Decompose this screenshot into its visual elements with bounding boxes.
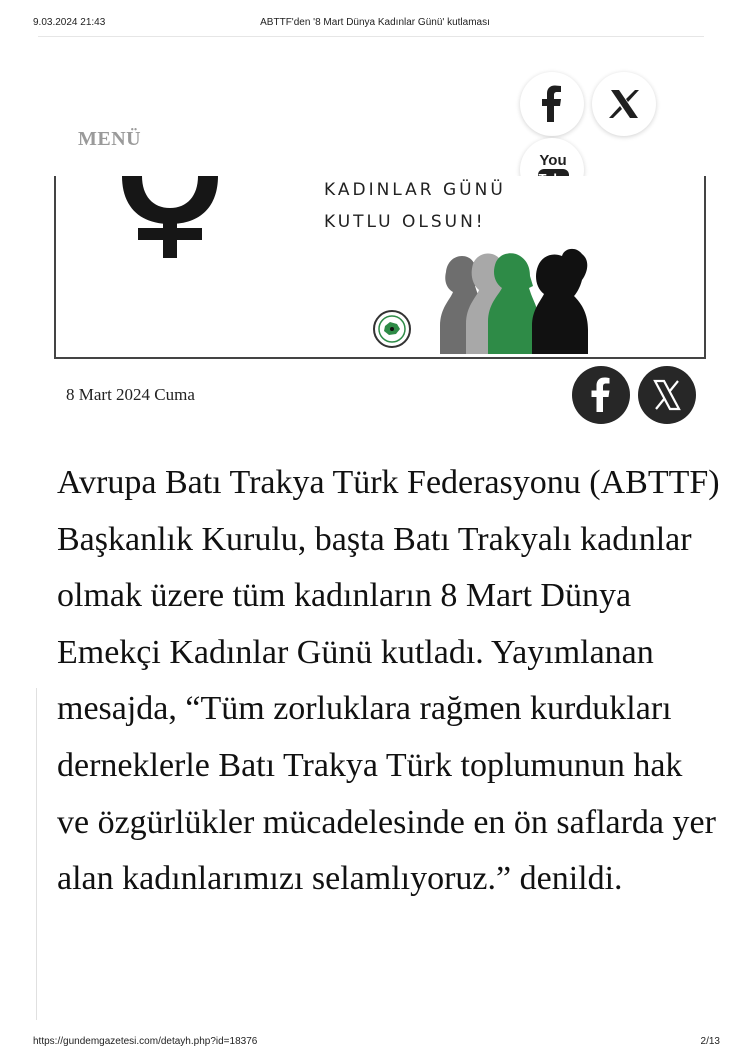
- share-x-button[interactable]: [638, 366, 696, 424]
- silhouette-black: [532, 249, 588, 354]
- x-icon: [592, 72, 656, 136]
- x-icon: [638, 366, 696, 424]
- menu-button[interactable]: MENÜ: [78, 128, 142, 150]
- print-page-title: ABTTF'den '8 Mart Dünya Kadınlar Günü' kutlaması: [260, 17, 490, 28]
- facebook-link[interactable]: [520, 72, 584, 136]
- print-url: https://gundemgazetesi.com/detayh.php?id=18376: [33, 1036, 258, 1047]
- x-link[interactable]: [592, 72, 656, 136]
- facebook-icon: [520, 72, 584, 136]
- print-footer: [0, 1032, 750, 1052]
- share-facebook-button[interactable]: [572, 366, 630, 424]
- header-divider: [38, 36, 704, 37]
- article-body: Avrupa Batı Trakya Türk Federasyonu (ABTTF) Başkanlık Kurulu, başta Batı Trakyalı kadınlar olmak üzere tüm kadınların 8 Mart Dünya Emekçi Kadınlar Günü kutladı. Yayımlanan mesajda, “Tüm zorluklara rağmen kurdukları derneklerle Batı Trakya Türk toplumunun hak ve özgürlükler mücadelesinde en ön saflarda yer alan kadınlarımızı selamlıyoruz.” denildi.: [57, 464, 720, 898]
- print-datetime: 9.03.2024 21:43: [33, 17, 106, 28]
- banner-text-line2: KUTLU OLSUN!: [324, 212, 486, 232]
- article-date: 8 Mart 2024 Cuma: [66, 385, 195, 404]
- facebook-icon: [572, 366, 630, 424]
- banner-text-line1: KADINLAR GÜNÜ: [324, 180, 506, 200]
- venus-symbol-icon: [122, 176, 218, 258]
- print-page-number: 2/13: [700, 1036, 720, 1047]
- left-divider: [36, 688, 37, 1020]
- youtube-you-text: You: [539, 152, 567, 169]
- womens-day-banner: [54, 176, 706, 359]
- banner-graphic: [56, 176, 706, 359]
- print-header: [0, 0, 750, 40]
- federation-logo: [374, 311, 410, 347]
